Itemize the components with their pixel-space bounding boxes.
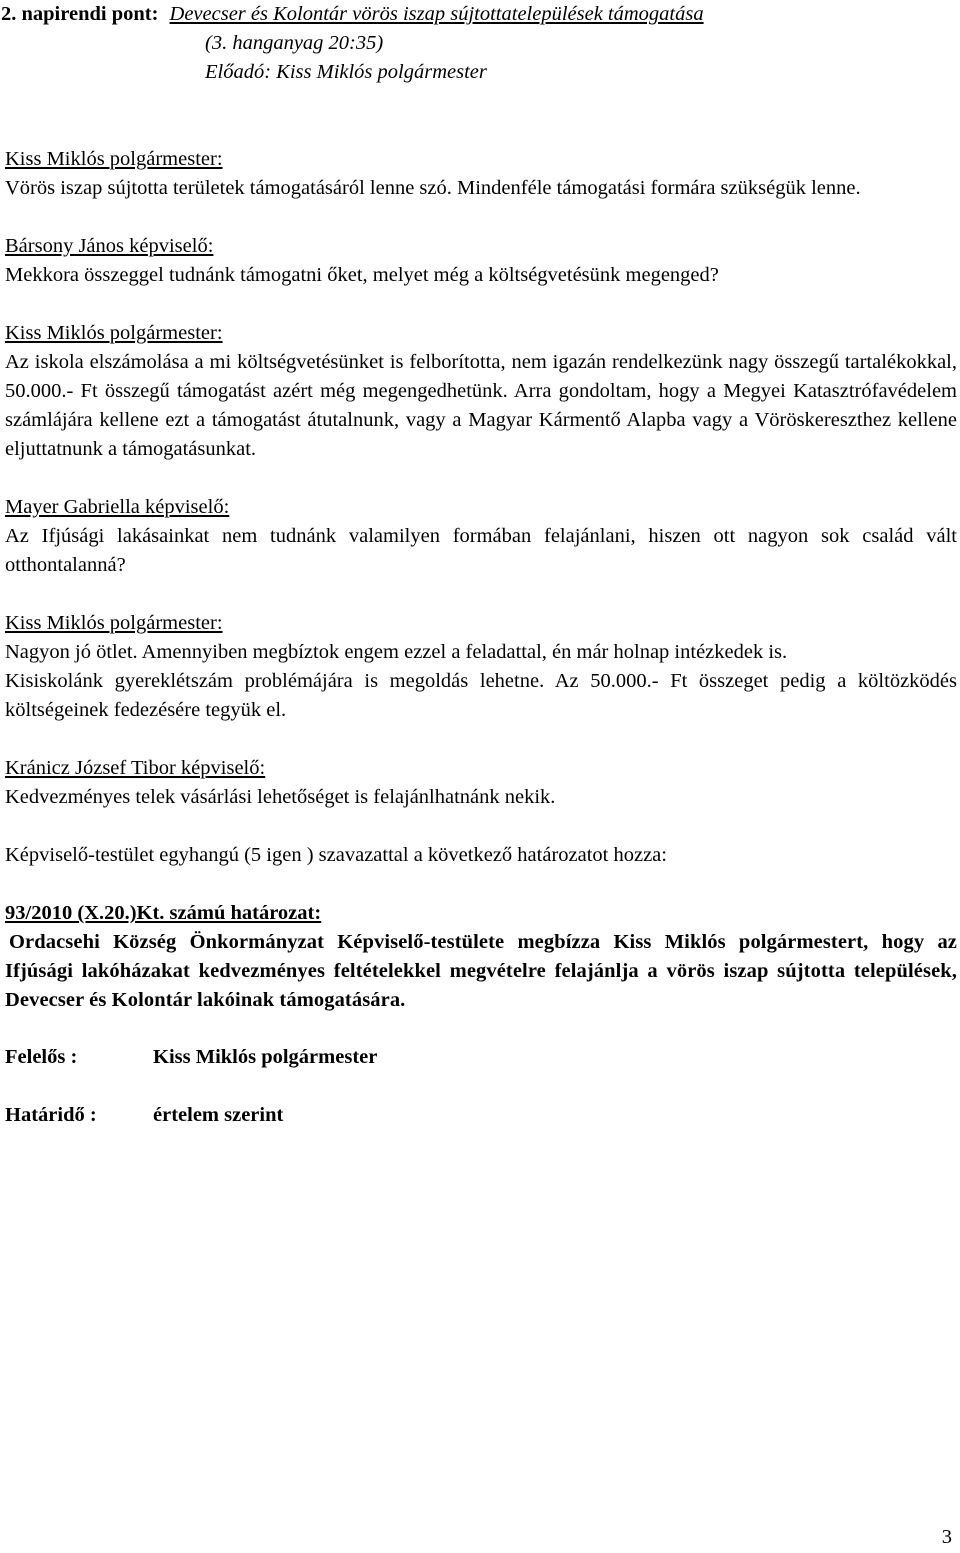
speech-text: Mekkora összeggel tudnánk támogatni őket, melyet még a költségvetésünk megenged? [5,264,719,286]
speaker-label: Kiss Miklós polgármester: [5,322,223,344]
speech-text-continued: Kisiskolánk gyereklétszám problémájára is megoldás lehetne. Az 50.000.- Ft összeget pedig a költözködés költségeinek fedezésére tegyük el. [5,670,957,721]
speech-text: Kedvezményes telek vásárlási lehetőséget is felajánlhatnánk nekik. [5,786,556,808]
speaker-label: Mayer Gabriella képviselő: [5,496,230,518]
speaker-label: Kiss Miklós polgármester: [5,148,223,170]
resolution-number: 93/2010 (X.20.)Kt. számú határozat: [5,902,322,924]
responsible-row [5,1043,957,1072]
deadline-row [5,1101,957,1130]
page-number: 3 [941,1526,952,1548]
responsible-value: Kiss Miklós polgármester [153,1046,378,1068]
deadline-value: értelem szerint [153,1104,284,1126]
agenda-block [1,0,957,88]
vote-statement: Képviselő-testület egyhangú (5 igen ) szavazattal a következő határozatot hozza: [5,844,667,866]
agenda-label: 2. napirendi pont: [1,3,159,25]
speech-text: Az Ifjúsági lakásainkat nem tudnánk valamilyen formában felajánlani, hiszen ott nagyon sok család vált otthontalanná? [5,525,957,576]
document-page [1,0,957,1130]
speech-text: Vörös iszap sújtotta területek támogatásáról lenne szó. Mindenféle támogatási formára szükségük lenne. [5,177,861,199]
agenda-first-line [1,0,704,29]
resolution-text: Ordacsehi Község Önkormányzat Képviselő-testülete megbízza Kiss Miklós polgármestert, hogy az Ifjúsági lakóházakat kedvezményes feltételekkel megvételre felajánlja a vörös iszap sújtotta települések, Devecser és Kolontár lakóinak támogatására. [5,931,957,1011]
speaker-label: Kiss Miklós polgármester: [5,612,223,634]
speaker-label: Bársony János képviselő: [5,235,214,257]
agenda-title: Devecser és Kolontár vörös iszap sújtottatelepülések támogatása [169,3,704,25]
speech-text: Az iskola elszámolása a mi költségvetésünket is felborította, nem igazán rendelkezünk nagy összegű tartalékokkal, 50.000.- Ft összegű támogatást azért még megengedhetünk. Arra gondoltam, hogy a Megyei Katasztrófavédelem számlájára kellene ezt a támogatást átutalnunk, vagy a Magyar Kármentő Alapba vagy a Vöröskereszthez kellene eljuttatnunk a támogatásunkat. [5,351,957,460]
speaker-label: Kránicz József Tibor képviselő: [5,757,266,779]
deadline-label: Határidő : [5,1104,97,1126]
speech-text: Nagyon jó ötlet. Amennyiben megbíztok engem ezzel a feladattal, én már holnap intézkedek is. [5,641,788,663]
agenda-presenter: Előadó: Kiss Miklós polgármester [205,61,487,83]
agenda-time: (3. hanganyag 20:35) [205,32,384,54]
responsible-label: Felelős : [5,1046,78,1068]
